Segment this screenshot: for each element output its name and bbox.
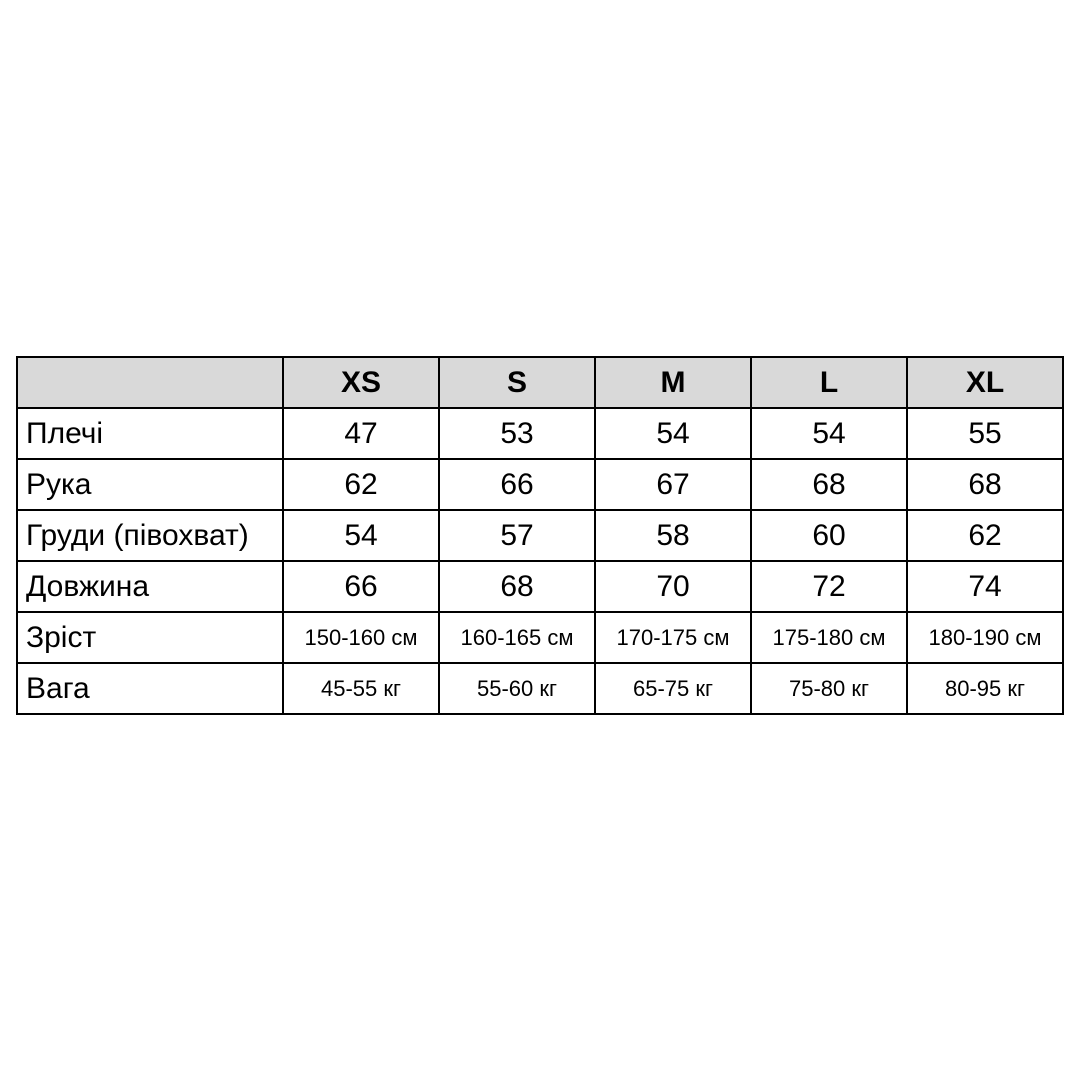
table-row	[17, 459, 1063, 510]
table-cell: 45-55 кг	[283, 663, 439, 714]
table-cell: 68	[439, 561, 595, 612]
table-cell: 67	[595, 459, 751, 510]
table-cell: 80-95 кг	[907, 663, 1063, 714]
table-cell: 54	[751, 408, 907, 459]
table-cell: 68	[907, 459, 1063, 510]
table-cell: 60	[751, 510, 907, 561]
table-cell: 150-160 см	[283, 612, 439, 663]
table-row	[17, 510, 1063, 561]
table-cell: 175-180 см	[751, 612, 907, 663]
table-cell: 54	[283, 510, 439, 561]
table-cell: 68	[751, 459, 907, 510]
size-header-l: L	[751, 357, 907, 408]
size-header-m: M	[595, 357, 751, 408]
row-label-chest: Груди (півохват)	[17, 510, 283, 561]
table-cell: 75-80 кг	[751, 663, 907, 714]
table-cell: 47	[283, 408, 439, 459]
row-label-sleeve: Рука	[17, 459, 283, 510]
size-header-xl: XL	[907, 357, 1063, 408]
table-row	[17, 408, 1063, 459]
table-cell: 170-175 см	[595, 612, 751, 663]
table-cell: 72	[751, 561, 907, 612]
table-cell: 55-60 кг	[439, 663, 595, 714]
table-cell: 65-75 кг	[595, 663, 751, 714]
table-cell: 160-165 см	[439, 612, 595, 663]
row-label-length: Довжина	[17, 561, 283, 612]
table-row	[17, 561, 1063, 612]
table-cell: 180-190 см	[907, 612, 1063, 663]
table-cell: 74	[907, 561, 1063, 612]
table-cell: 54	[595, 408, 751, 459]
table-row	[17, 612, 1063, 663]
table-cell: 58	[595, 510, 751, 561]
table-row	[17, 663, 1063, 714]
table-cell: 66	[439, 459, 595, 510]
header-row	[17, 357, 1063, 408]
table-cell: 62	[283, 459, 439, 510]
size-header-xs: XS	[283, 357, 439, 408]
header-corner-cell	[17, 357, 283, 408]
size-chart-table	[16, 356, 1064, 715]
size-header-s: S	[439, 357, 595, 408]
row-label-height: Зріст	[17, 612, 283, 663]
table-cell: 55	[907, 408, 1063, 459]
row-label-shoulders: Плечі	[17, 408, 283, 459]
table-cell: 62	[907, 510, 1063, 561]
table-cell: 57	[439, 510, 595, 561]
table-cell: 66	[283, 561, 439, 612]
row-label-weight: Вага	[17, 663, 283, 714]
table-cell: 53	[439, 408, 595, 459]
table-cell: 70	[595, 561, 751, 612]
